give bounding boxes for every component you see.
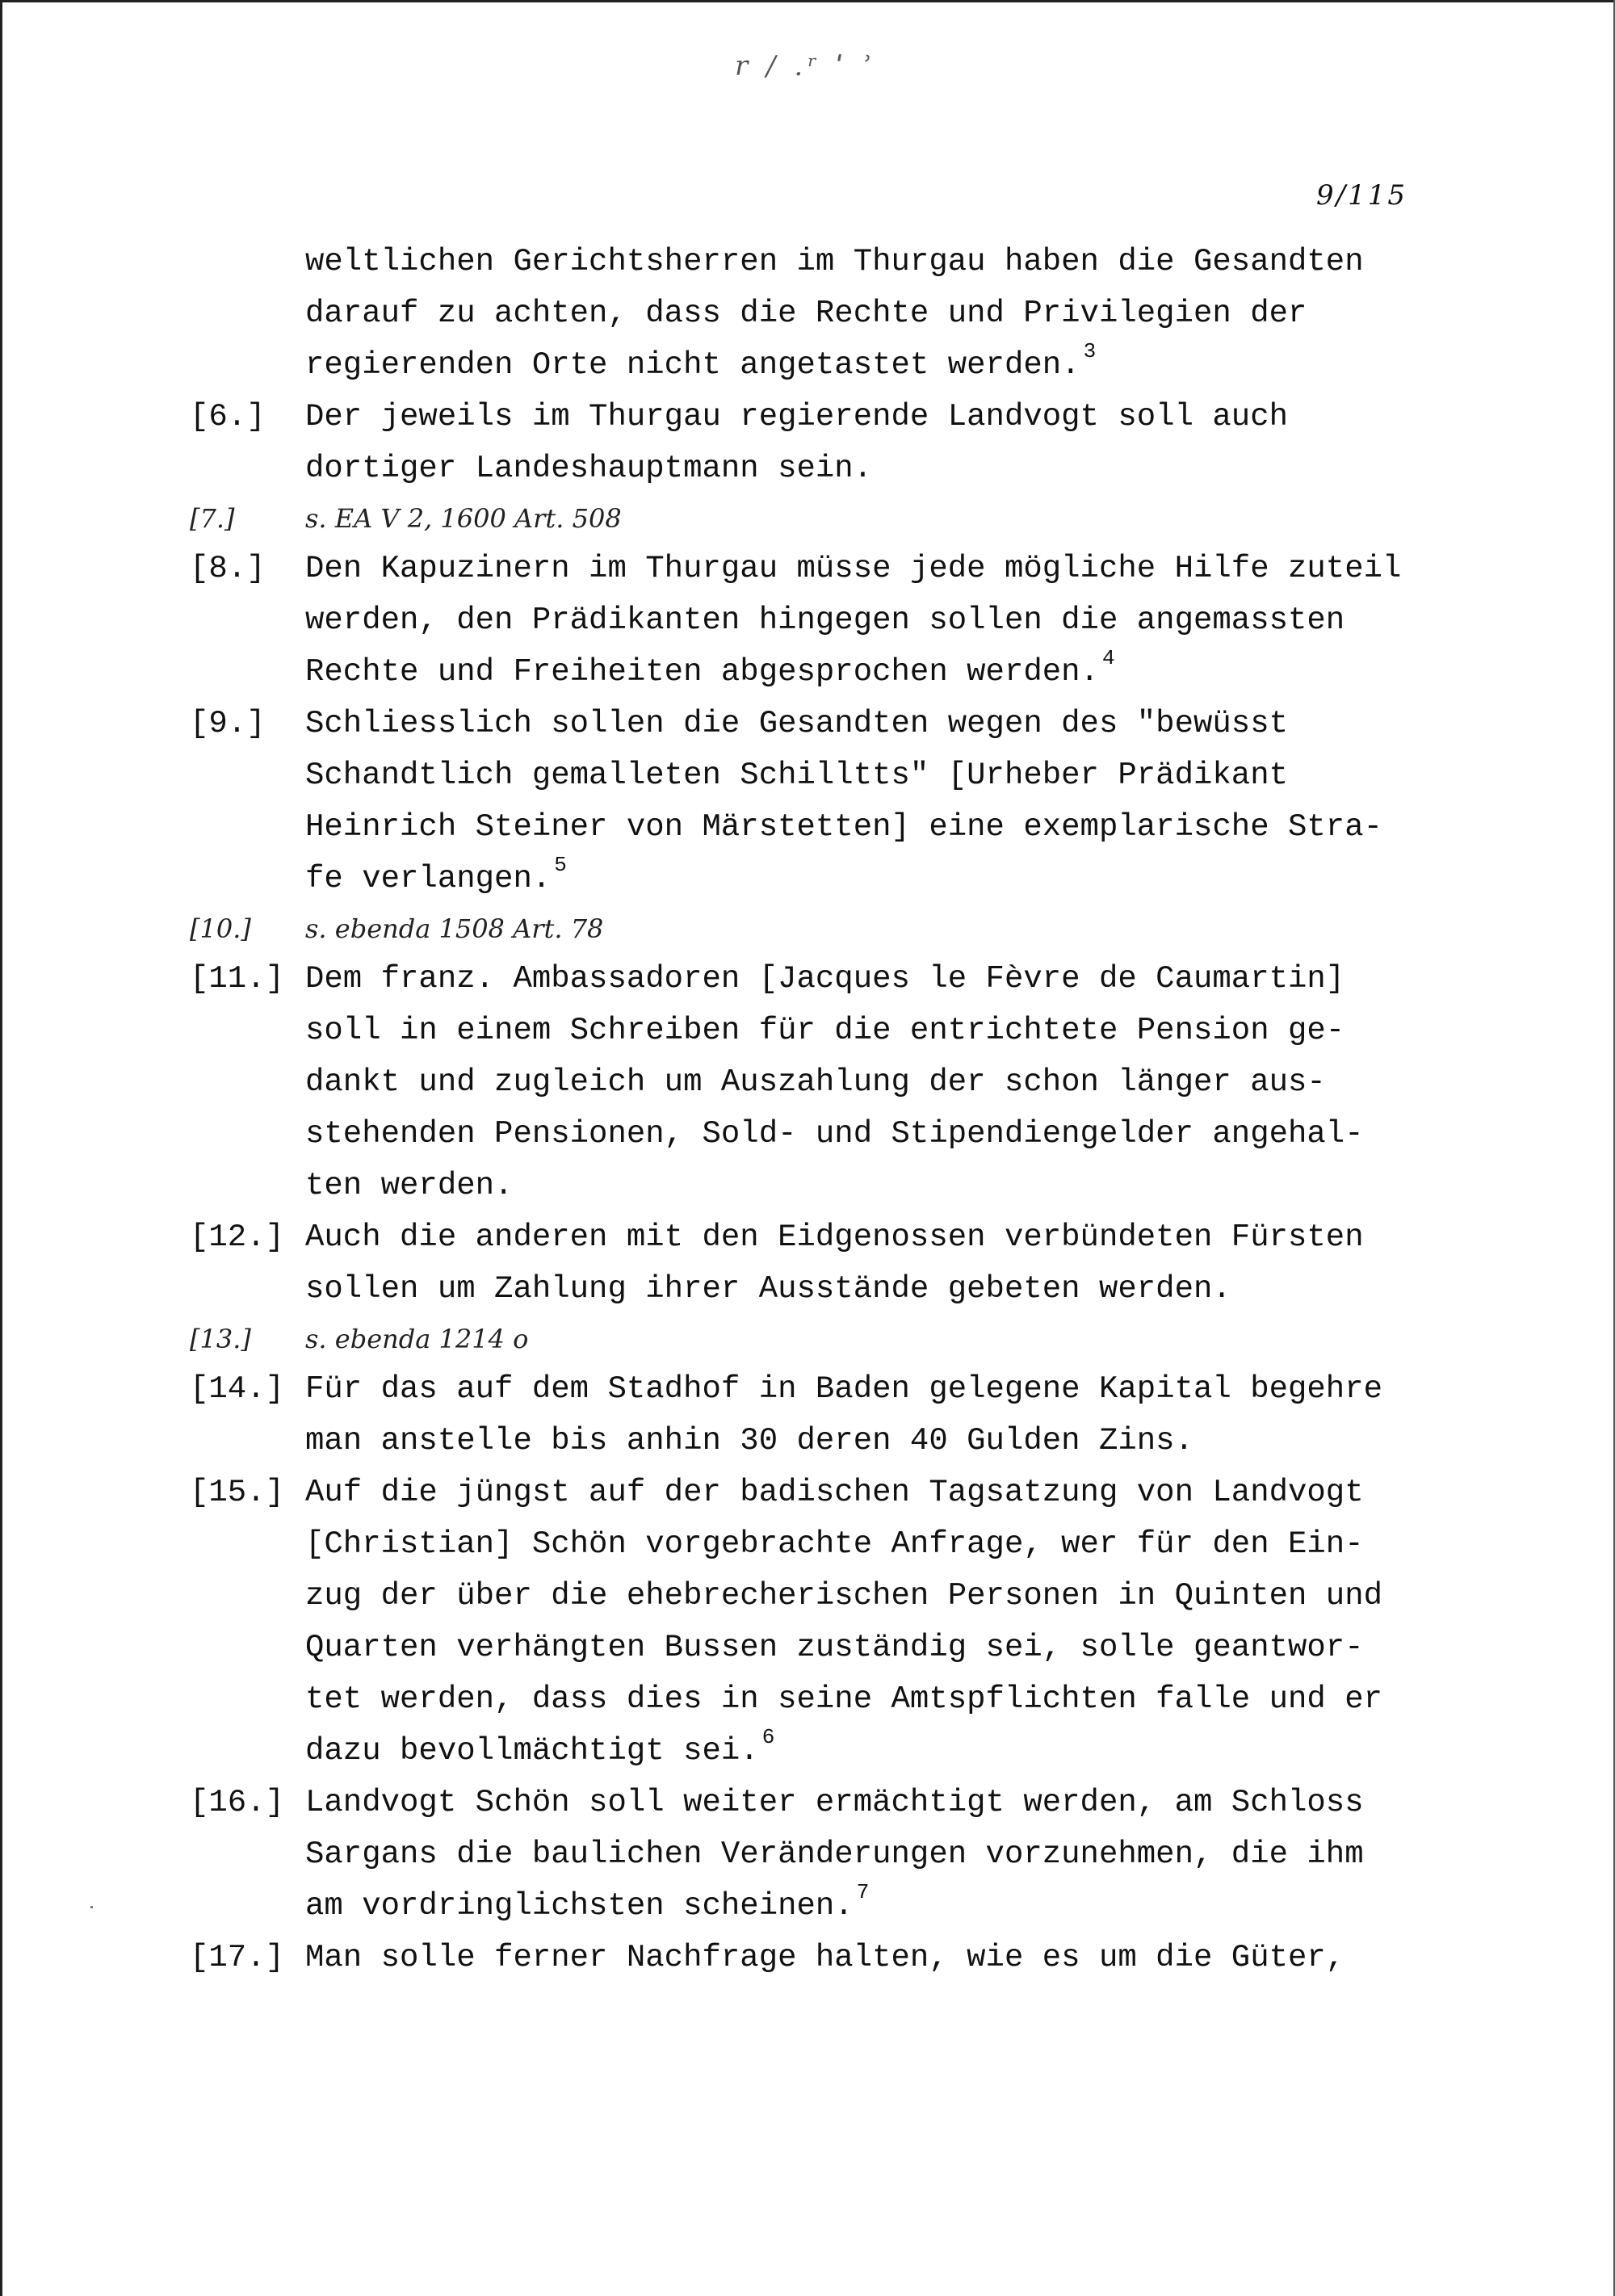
- line-text: Schliesslich sollen die Gesandten wegen des "bewüsst: [305, 706, 1288, 741]
- text-line: [305, 1108, 1449, 1160]
- text-line: [305, 905, 1449, 953]
- line-text: soll in einem Schreiben für die entrichtete Pension ge-: [305, 1013, 1345, 1048]
- text-line: [305, 1005, 1449, 1056]
- footnote-marker: 5: [554, 853, 567, 877]
- line-text: Heinrich Steiner von Märstetten] eine exemplarische Stra-: [305, 809, 1383, 845]
- handwritten-mark: r / .ʳ ˈ ʾ: [735, 50, 875, 82]
- text-line: [305, 1263, 1449, 1315]
- text-line: [305, 1363, 1449, 1415]
- line-text: regierenden Orte nicht angetastet werden.: [305, 347, 1080, 383]
- entry-number: [9.]: [190, 706, 266, 741]
- text-line: [305, 1056, 1449, 1108]
- text-line: [305, 236, 1449, 288]
- line-text: dankt und zugleich um Auszahlung der schon länger aus-: [305, 1064, 1326, 1100]
- entry-content: [305, 1777, 1449, 1932]
- text-line: [305, 391, 1449, 443]
- entry-number: [16.]: [190, 1785, 285, 1820]
- line-text: am vordringlichsten scheinen.: [305, 1888, 854, 1924]
- line-text: Für das auf dem Stadhof in Baden gelegene Kapital begehre: [305, 1371, 1383, 1407]
- text-line: [305, 443, 1449, 494]
- scan-speck: [90, 1906, 93, 1908]
- text-line: [305, 594, 1449, 646]
- entry-content: [305, 543, 1449, 698]
- line-text: Quarten verhängten Bussen zuständig sei, solle geantwor-: [305, 1630, 1364, 1665]
- text-line: [305, 749, 1449, 801]
- entry-content: [305, 1315, 1449, 1363]
- entry-content: [305, 391, 1449, 494]
- text-line: [305, 1725, 1449, 1777]
- paragraph-entry: [190, 953, 1449, 1211]
- paragraph-entry: [190, 1363, 1449, 1467]
- line-text: tet werden, dass dies in seine Amtspflichten falle und er: [305, 1681, 1383, 1717]
- line-text: Landvogt Schön soll weiter ermächtigt werden, am Schloss: [305, 1785, 1364, 1820]
- reference-entry: [190, 905, 1449, 953]
- text-line: [305, 288, 1449, 339]
- line-text: s. ebenda 1214 o: [305, 1324, 529, 1354]
- text-line: [305, 1415, 1449, 1467]
- text-line: [305, 1622, 1449, 1673]
- line-text: sollen um Zahlung ihrer Ausstände gebeten werden.: [305, 1271, 1231, 1307]
- line-text: dortiger Landeshauptmann sein.: [305, 451, 873, 486]
- line-text: Rechte und Freiheiten abgesprochen werden.: [305, 654, 1099, 690]
- text-line: [305, 1880, 1449, 1932]
- entry-number: [13.]: [190, 1324, 251, 1354]
- entry-content: [305, 905, 1449, 953]
- entry-content: [305, 698, 1449, 905]
- line-text: [Christian] Schön vorgebrachte Anfrage, wer für den Ein-: [305, 1526, 1364, 1562]
- text-line: [305, 543, 1449, 594]
- paragraph-entry: [190, 543, 1449, 698]
- text-line: [305, 1570, 1449, 1622]
- entry-number: [15.]: [190, 1475, 285, 1510]
- line-text: Dem franz. Ambassadoren [Jacques le Fèvre de Caumartin]: [305, 961, 1345, 997]
- text-line: [305, 1315, 1449, 1363]
- paragraph-entry: [190, 1211, 1449, 1315]
- line-text: Auf die jüngst auf der badischen Tagsatzung von Landvogt: [305, 1475, 1364, 1510]
- text-line: [305, 1673, 1449, 1725]
- entry-content: [305, 953, 1449, 1211]
- paragraph-entry: [190, 391, 1449, 494]
- text-line: [305, 1828, 1449, 1880]
- entry-content: [305, 236, 1449, 391]
- entry-number: [6.]: [190, 399, 266, 434]
- line-text: Man solle ferner Nachfrage halten, wie es um die Güter,: [305, 1940, 1345, 1975]
- footnote-marker: 6: [761, 1725, 775, 1749]
- entry-content: [305, 1211, 1449, 1315]
- line-text: fe verlangen.: [305, 861, 552, 896]
- line-text: s. ebenda 1508 Art. 78: [305, 913, 604, 944]
- entry-number: [14.]: [190, 1371, 285, 1407]
- text-line: [305, 953, 1449, 1005]
- text-line: [305, 1932, 1449, 1983]
- entry-number: [8.]: [190, 551, 266, 586]
- page-border-top: [0, 0, 1615, 2]
- entry-content: [305, 494, 1449, 543]
- entry-number: [12.]: [190, 1219, 285, 1255]
- document-body: [190, 236, 1449, 1983]
- entry-content: [305, 1467, 1449, 1777]
- text-line: [305, 1777, 1449, 1828]
- text-line: [305, 1211, 1449, 1263]
- line-text: Den Kapuzinern im Thurgau müsse jede mögliche Hilfe zuteil: [305, 551, 1402, 586]
- paragraph-entry: [190, 236, 1449, 391]
- paragraph-entry: [190, 1777, 1449, 1932]
- page-border-left: [0, 0, 2, 2296]
- entry-content: [305, 1363, 1449, 1467]
- entry-number: [7.]: [190, 503, 235, 534]
- footnote-marker: 7: [856, 1880, 870, 1904]
- entry-number: [10.]: [190, 913, 251, 944]
- paragraph-entry: [190, 698, 1449, 905]
- paragraph-entry: [190, 1932, 1449, 1983]
- text-line: [305, 1160, 1449, 1211]
- footnote-marker: 4: [1101, 646, 1115, 670]
- line-text: zug der über die ehebrecherischen Personen in Quinten und: [305, 1578, 1383, 1614]
- footnote-marker: 3: [1083, 339, 1097, 363]
- line-text: weltlichen Gerichtsherren im Thurgau haben die Gesandten: [305, 244, 1364, 279]
- line-text: dazu bevollmächtigt sei.: [305, 1733, 759, 1769]
- line-text: Auch die anderen mit den Eidgenossen verbündeten Fürsten: [305, 1219, 1364, 1255]
- line-text: darauf zu achten, dass die Rechte und Privilegien der: [305, 296, 1307, 331]
- text-line: [305, 494, 1449, 543]
- line-text: werden, den Prädikanten hingegen sollen die angemassten: [305, 602, 1345, 638]
- line-text: Sargans die baulichen Veränderungen vorzunehmen, die ihm: [305, 1836, 1364, 1872]
- entry-content: [305, 1932, 1449, 1983]
- text-line: [305, 1518, 1449, 1570]
- line-text: Schandtlich gemalleten Schilltts" [Urheber Prädikant: [305, 758, 1288, 793]
- line-text: ten werden.: [305, 1168, 514, 1203]
- reference-entry: [190, 1315, 1449, 1363]
- page-number: 9/115: [1316, 179, 1407, 212]
- text-line: [305, 339, 1449, 391]
- text-line: [305, 698, 1449, 749]
- entry-number: [17.]: [190, 1940, 285, 1975]
- entry-number: [11.]: [190, 961, 285, 997]
- line-text: s. EA V 2, 1600 Art. 508: [305, 503, 622, 534]
- reference-entry: [190, 494, 1449, 543]
- paragraph-entry: [190, 1467, 1449, 1777]
- text-line: [305, 646, 1449, 698]
- text-line: [305, 801, 1449, 853]
- line-text: stehenden Pensionen, Sold- und Stipendiengelder angehal-: [305, 1116, 1364, 1152]
- text-line: [305, 1467, 1449, 1518]
- line-text: man anstelle bis anhin 30 deren 40 Gulden Zins.: [305, 1423, 1193, 1459]
- line-text: Der jeweils im Thurgau regierende Landvogt soll auch: [305, 399, 1288, 434]
- text-line: [305, 853, 1449, 905]
